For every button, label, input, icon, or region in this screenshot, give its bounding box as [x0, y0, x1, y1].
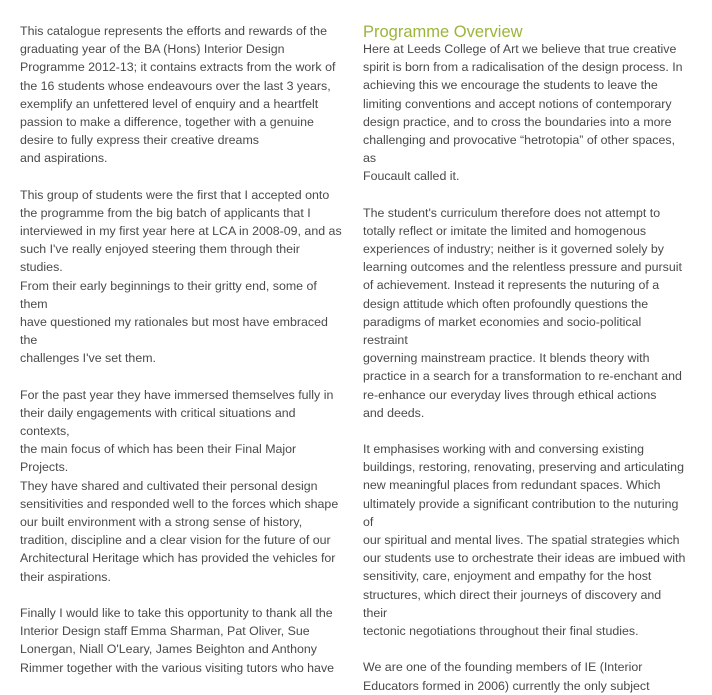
right-column	[363, 22, 687, 695]
emphasis-paragraph: It emphasises working with and conversing existing buildings, restoring, renovating, preserving and articulating new meaningful places from redundant spaces. Which ultimately provide a significant contribution to the nuturing of our spiritual and mental lives. The spatial strategies which our students use to orchestrate their ideas are imbued with sensitivity, care, enjoyment and empathy for the host structures, which direct their journeys of discovery and their tectonic negotiations throughout their final studies.	[363, 442, 686, 639]
intro-paragraph: This catalogue represents the efforts and rewards of the graduating year of the BA (Hons) Interior Design Programme 2012-13; it contains extracts from the work of the 16 students whose endeavours over the last 3 years, exemplify an unfettered level of enquiry and a heartfelt passion to make a difference, together with a genuine desire to fully express their creative dreams and aspirations.	[20, 24, 336, 166]
students-paragraph: This group of students were the first that I accepted onto the programme from the big batch of applicants that I interviewed in my first year here at LCA in 2008-09, and as such I've really enjoyed steering them through their studies. From their early beginnings to their gritty end, some of them have questioned my rationales but most have embraced the challenges I've set them.	[20, 187, 342, 366]
overview-paragraph: Here at Leeds College of Art we believe that true creative spirit is born from a radicalisation of the design process. In achieving this we encourage the students to leave the limiting conventions and accept notions of contemporary design practice, and to cross the boundaries into a more challenging and provocative “hetrotopia” of other spaces, as Foucault called it.	[363, 42, 683, 184]
curriculum-paragraph: The student's curriculum therefore does not attempt to totally reflect or imitate the limited and homogenous experiences of industry; neither is it governed solely by learning outcomes and the relentless pressure and pursuit of achievement. Instead it represents the nuturing of a design attitude which often profoundly questions the paradigms of market economies and socio-political restraint governing mainstream practice. It blends theory with practice in a search for a transformation to re-enchant and re-enhance our everyday lives through ethical actions and deeds.	[363, 205, 682, 420]
left-column	[20, 22, 345, 677]
past-year-paragraph: For the past year they have immersed themselves fully in their daily engagements with critical situations and contexts, the main focus of which has been their Final Major Projects. They have shared and cultivated their personal design sensitivities and responded well to the forces which shape our built environment with a strong sense of history, tradition, discipline and a clear vision for the future of our Architectural Heritage which has provided the vehicles for their aspirations.	[20, 387, 339, 584]
founding-members-paragraph: We are one of the founding members of IE (Interior Educators formed in 2006) currently the only subject	[363, 660, 650, 693]
thanks-paragraph: Finally I would like to take this opportunity to thank all the Interior Design staff Emma Sharman, Pat Oliver, Sue Lonergan, Niall O'Leary, James Beighton and Anthony Rimmer together with the various visiting tutors who have	[20, 605, 335, 675]
programme-overview-heading: Programme Overview	[363, 23, 523, 41]
